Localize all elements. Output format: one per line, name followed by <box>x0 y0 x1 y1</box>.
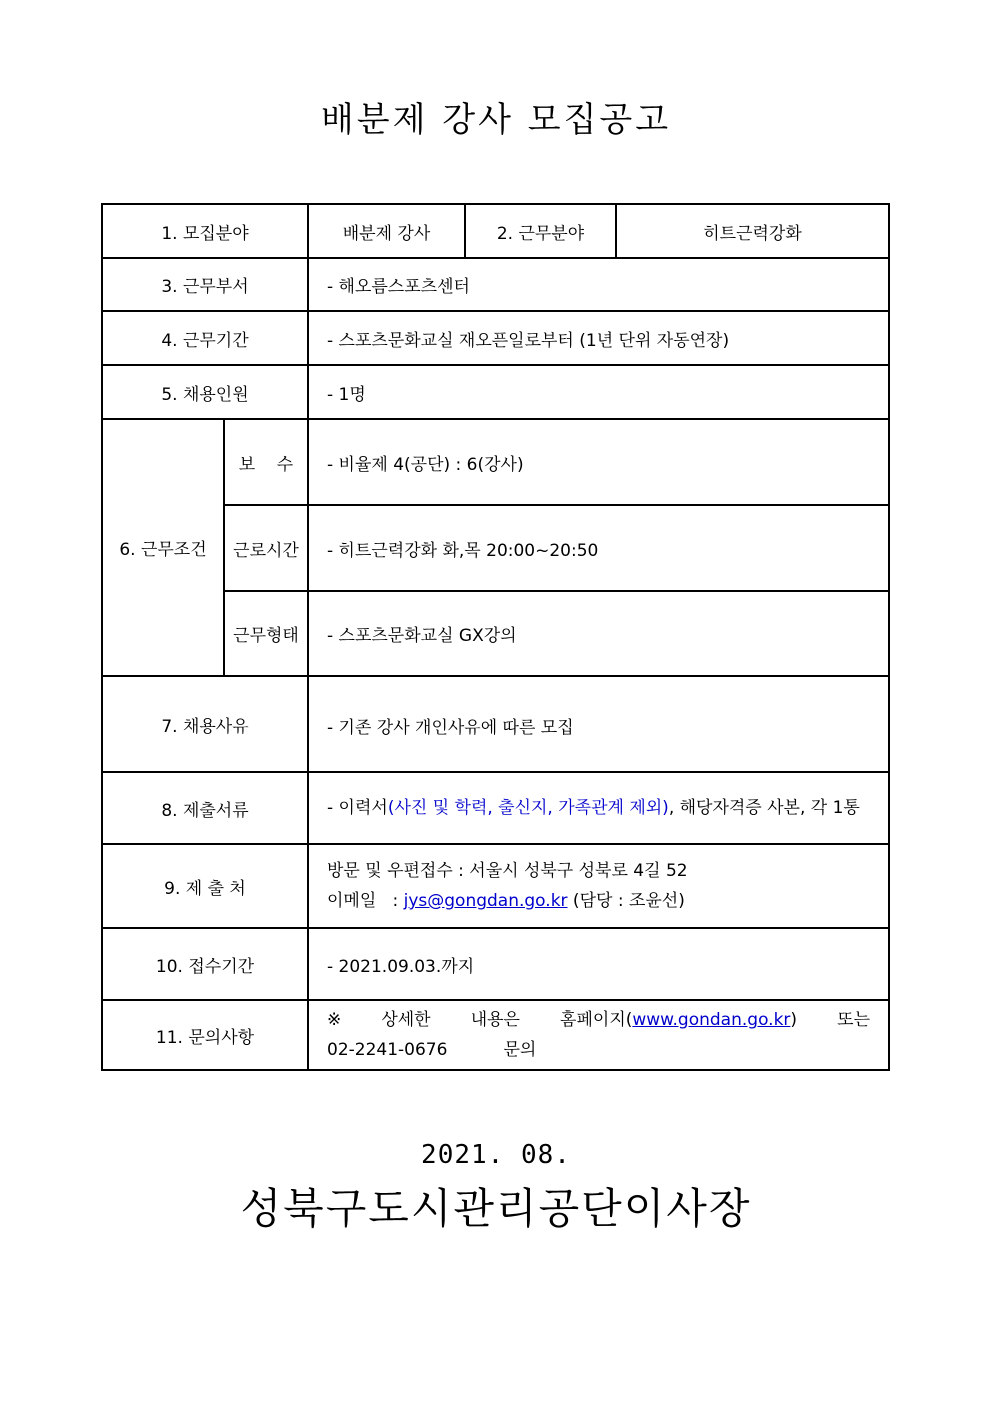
dept-value: - 해오름스포츠센터 <box>308 258 889 311</box>
row-pay <box>102 419 889 505</box>
reason-value: - 기존 강사 개인사유에 따른 모집 <box>308 676 889 772</box>
inquiry-line2: 02-2241-0676 문의 <box>327 1040 537 1060</box>
inquiry-label: 11. 문의사항 <box>102 1000 308 1070</box>
pay-value: - 비율제 4(공단) : 6(강사) <box>308 419 889 505</box>
row-reason <box>102 676 889 772</box>
phone-number: 02-2241-0676 <box>327 1040 448 1060</box>
headcount-label: 5. 채용인원 <box>102 365 308 419</box>
reason-label: 7. 채용사유 <box>102 676 308 772</box>
submit-label: 9. 제 출 처 <box>102 844 308 928</box>
field-value: 배분제 강사 <box>308 204 465 258</box>
submit-address: 방문 및 우편접수 : 서울시 성북구 성북로 4길 52 <box>327 861 688 881</box>
row-inquiry <box>102 1000 889 1070</box>
deadline-label: 10. 접수기간 <box>102 928 308 1000</box>
row-headcount <box>102 365 889 419</box>
inquiry-line1: ※ 상세한 내용은 홈페이지(www.gondan.go.kr) 또는 <box>327 1005 870 1035</box>
row-deadline <box>102 928 889 1000</box>
type-value: - 스포츠문화교실 GX강의 <box>308 591 889 676</box>
field-label: 1. 모집분야 <box>102 204 308 258</box>
email-link[interactable]: jys@gongdan.go.kr <box>403 891 568 911</box>
docs-excluded: (사진 및 학력, 출신지, 가족관계 제외) <box>387 798 669 818</box>
type-label: 근무형태 <box>224 591 308 676</box>
reference-mark-icon: ※ <box>327 1010 342 1030</box>
page-title: 배분제 강사 모집공고 <box>320 100 672 140</box>
submit-email-line: 이메일 : jys@gongdan.go.kr (담당 : 조윤선) <box>327 891 685 911</box>
pay-label: 보 수 <box>224 419 308 505</box>
row-docs <box>102 772 889 844</box>
issue-date: 2021. 08. <box>421 1140 571 1170</box>
row-period <box>102 311 889 365</box>
docs-value <box>308 772 889 844</box>
deadline-value: - 2021.09.03.까지 <box>308 928 889 1000</box>
docs-label: 8. 제출서류 <box>102 772 308 844</box>
conditions-label: 6. 근무조건 <box>102 419 224 676</box>
work-field-label: 2. 근무분야 <box>465 204 616 258</box>
row-field <box>102 204 889 258</box>
inquiry-value <box>308 1000 889 1070</box>
docs-prefix: - 이력서 <box>327 798 388 818</box>
row-dept <box>102 258 889 311</box>
row-submit <box>102 844 889 928</box>
period-label: 4. 근무기간 <box>102 311 308 365</box>
headcount-value: - 1명 <box>308 365 889 419</box>
work-field-value: 히트근력강화 <box>616 204 889 258</box>
recruitment-table <box>101 203 890 1071</box>
issuer-name: 성북구도시관리공단이사장 <box>240 1184 752 1233</box>
homepage-link[interactable]: www.gondan.go.kr <box>632 1010 791 1030</box>
dept-label: 3. 근무부서 <box>102 258 308 311</box>
hours-label: 근로시간 <box>224 505 308 591</box>
submit-value <box>308 844 889 928</box>
docs-suffix: , 해당자격증 사본, 각 1통 <box>668 798 860 818</box>
hours-value: - 히트근력강화 화,목 20:00~20:50 <box>308 505 889 591</box>
period-value: - 스포츠문화교실 재오픈일로부터 (1년 단위 자동연장) <box>308 311 889 365</box>
